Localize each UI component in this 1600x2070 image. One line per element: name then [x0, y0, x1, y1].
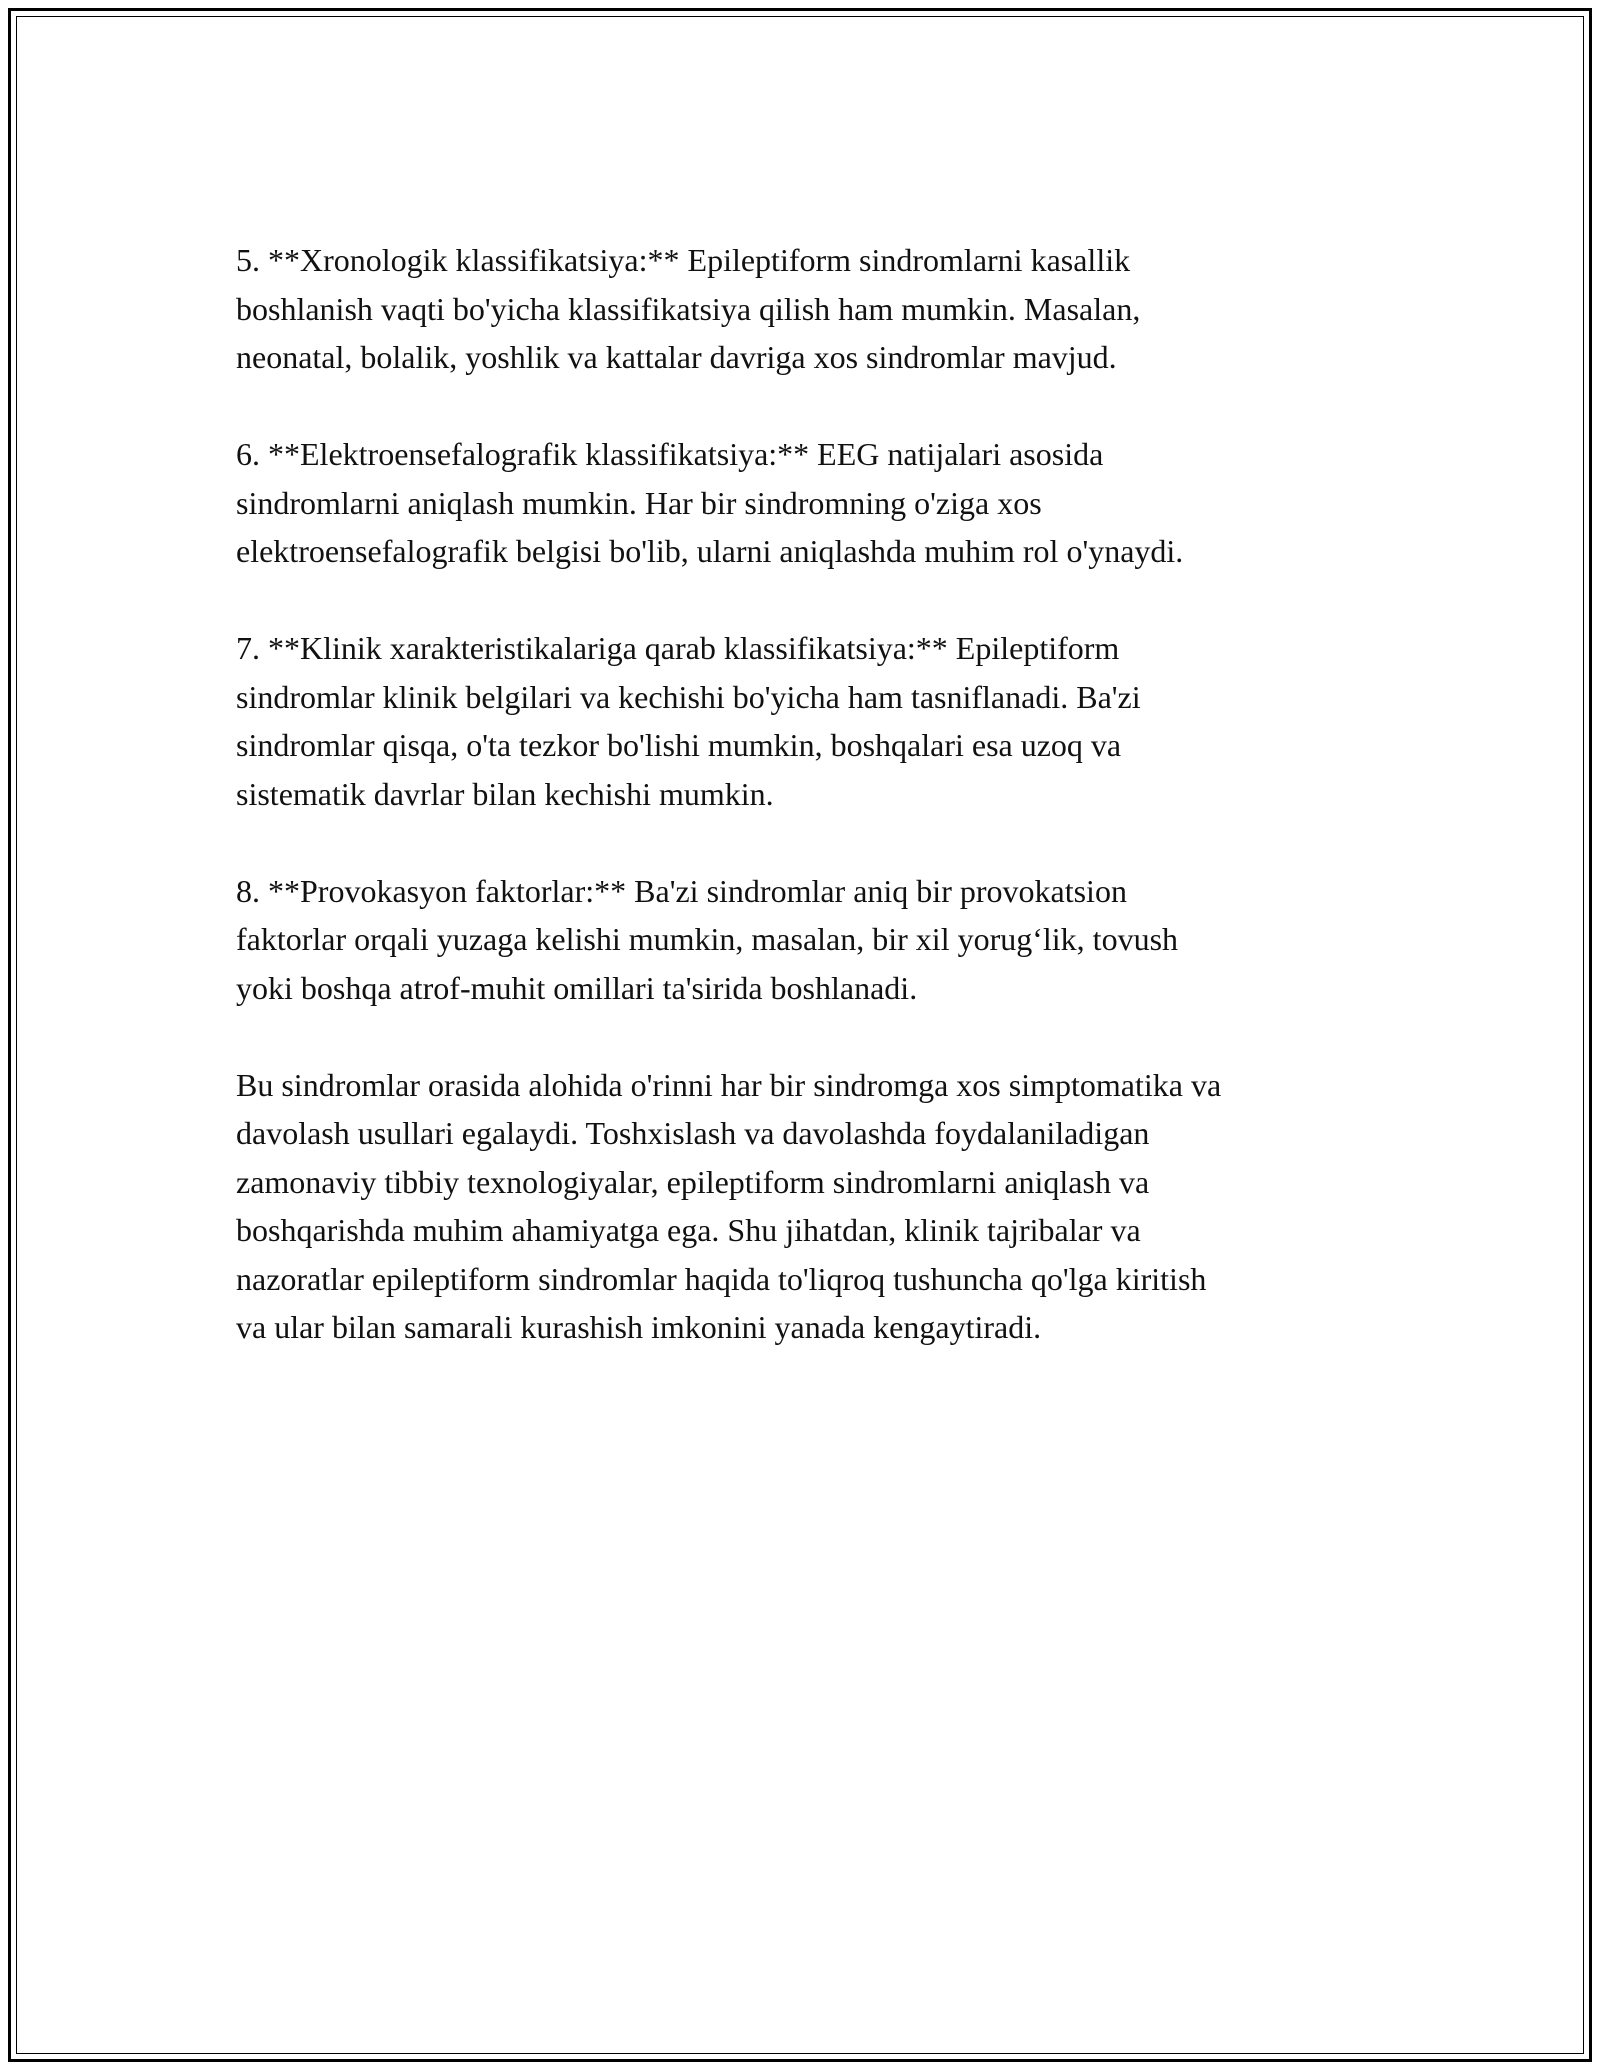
text-line: yoki boshqa atrof-muhit omillari ta'sirida boshlanadi. [236, 969, 918, 1006]
text-line: 5. **Xronologik klassifikatsiya:** Epileptiform sindromlarni kasallik [236, 242, 1131, 278]
text-line: sindromlar klinik belgilari va kechishi bo'yicha ham tasniflanadi. Ba'zi [236, 678, 1141, 715]
text-line: faktorlar orqali yuzaga kelishi mumkin, masalan, bir xil yorug‘lik, tovush [236, 921, 1179, 957]
paragraph-clinical-classification [236, 624, 1416, 818]
text-line: 7. **Klinik xarakteristikalariga qarab klassifikatsiya:** Epileptiform [236, 630, 1120, 666]
text-line: boshlanish vaqti bo'yicha klassifikatsiya qilish ham mumkin. Masalan, [236, 290, 1141, 327]
text-line: va ular bilan samarali kurashish imkonini yanada kengaytiradi. [236, 1309, 1042, 1345]
text-line: sindromlar qisqa, o'ta tezkor bo'lishi mumkin, boshqalari esa uzoq va [236, 727, 1122, 763]
text-line: sistematik davrlar bilan kechishi mumkin. [236, 775, 774, 812]
text-line: zamonaviy tibbiy texnologiyalar, epileptiform sindromlarni aniqlash va [236, 1163, 1150, 1200]
text-line: neonatal, bolalik, yoshlik va kattalar davriga xos sindromlar mavjud. [236, 339, 1117, 375]
document-body [236, 236, 1416, 1400]
paragraph-conclusion [236, 1061, 1416, 1352]
text-line: davolash usullari egalaydi. Toshxislash va davolashda foydalaniladigan [236, 1115, 1150, 1151]
text-line: sindromlarni aniqlash mumkin. Har bir sindromning o'ziga xos [236, 484, 1042, 521]
text-line: boshqarishda muhim ahamiyatga ega. Shu jihatdan, klinik tajribalar va [236, 1212, 1141, 1248]
paragraph-eeg-classification [236, 430, 1416, 576]
text-line: Bu sindromlar orasida alohida o'rinni har bir sindromga xos simptomatika va [236, 1066, 1222, 1103]
text-line: nazoratlar epileptiform sindromlar haqida to'liqroq tushuncha qo'lga kiritish [236, 1260, 1207, 1297]
text-line: 6. **Elektroensefalografik klassifikatsiya:** EEG natijalari asosida [236, 436, 1104, 472]
paragraph-chronological-classification [236, 236, 1416, 382]
text-line: elektroensefalografik belgisi bo'lib, ularni aniqlashda muhim rol o'ynaydi. [236, 533, 1184, 569]
text-line: 8. **Provokasyon faktorlar:** Ba'zi sindromlar aniq bir provokatsion [236, 872, 1127, 909]
paragraph-provocation-factors [236, 867, 1416, 1013]
